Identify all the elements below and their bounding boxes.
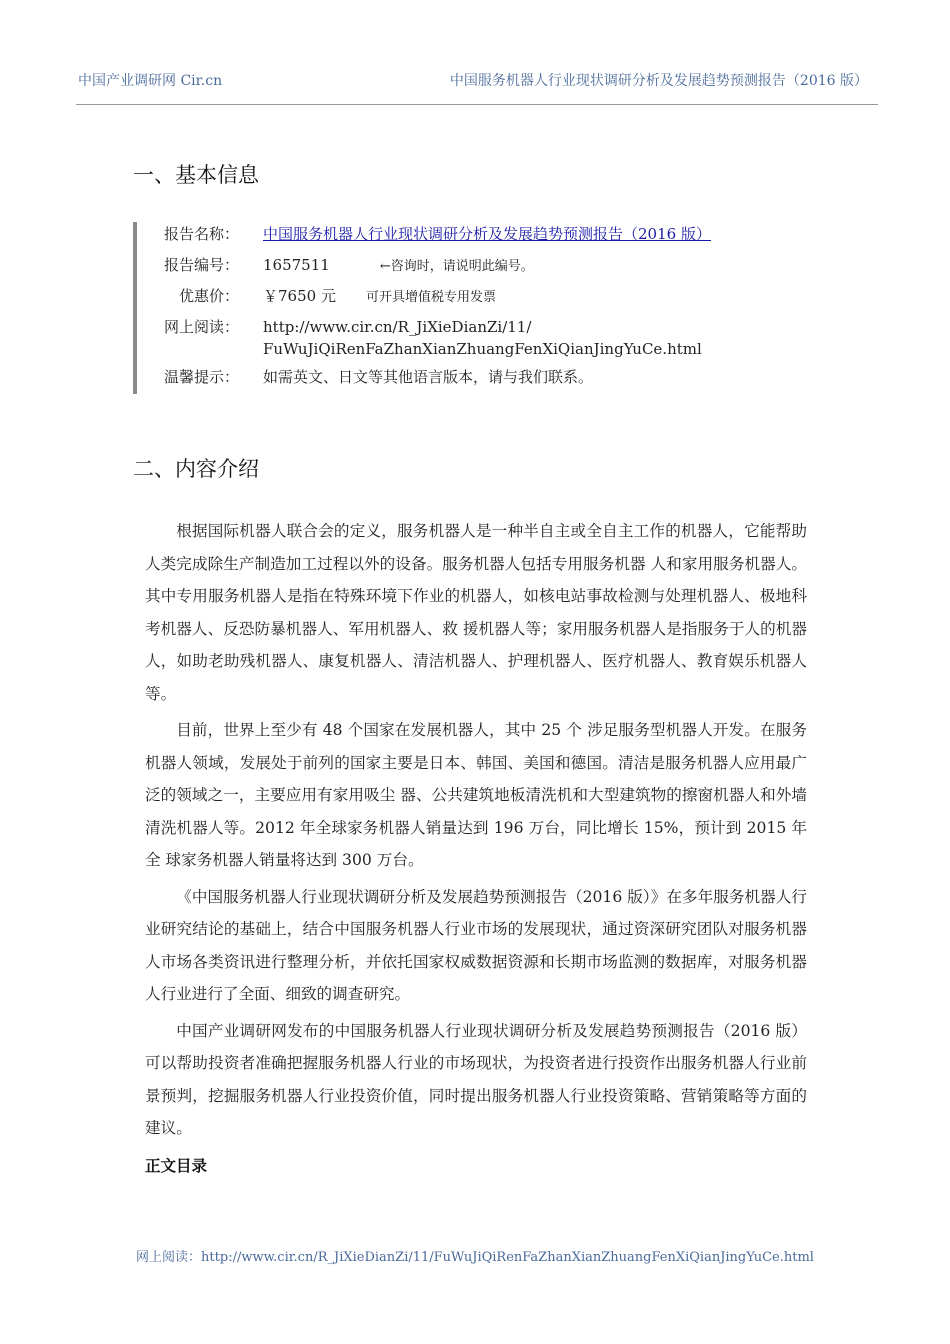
- price-value: ￥7650 元: [263, 287, 336, 305]
- toc-title: 正文目录: [145, 1157, 208, 1175]
- content-body: [145, 515, 807, 1149]
- header-report-title: 中国服务机器人行业现状调研分析及发展趋势预测报告（2016 版）: [449, 73, 868, 89]
- section-content-intro-title: 二、内容介绍: [133, 457, 259, 481]
- paragraph-4: 中国产业调研网发布的中国服务机器人行业现状调研分析及发展趋势预测报告（2016 版）可以帮助投资者准确把握服务机器人行业的市场现状，为投资者进行投资作出服务机器人行业前景预判，挖掘服务机器人行业投资价值，同时提出服务机器人行业投资策略、营销策略等方面的建议。: [145, 1021, 807, 1137]
- report-code-label: 报告编号：: [163, 256, 239, 274]
- report-code-value: 1657511: [263, 256, 330, 274]
- paragraph-3: 《中国服务机器人行业现状调研分析及发展趋势预测报告（2016 版）》在多年服务机器人行业研究结论的基础上，结合中国服务机器人行业市场的发展现状，通过资深研究团队对服务机器人市场各类资讯进行整理分析，并依托国家权威数据资源和长期市场监测的数据库，对服务机器人行业进行了全面、细致的调查研究。: [145, 887, 807, 1003]
- section-basic-info-title: 一、基本信息: [133, 163, 259, 187]
- tip-label: 温馨提示：: [163, 368, 239, 386]
- online-read-url-line2[interactable]: FuWuJiQiRenFaZhanXianZhuangFenXiQianJingYuCe.html: [263, 340, 702, 358]
- report-code-note: ←咨询时，请说明此编号。: [379, 259, 534, 274]
- header-divider: [76, 104, 878, 105]
- paragraph-2: 目前，世界上至少有 48 个国家在发展机器人，其中 25 个 涉足服务型机器人开发。在服务机器人领域，发展处于前列的国家主要是日本、韩国、美国和德国。清洁是服务机器人应用最广泛的领域之一，主要应用有家用吸尘 器、公共建筑地板清洗机和大型建筑物的擦窗机器人和外墙清洗机器人等。2012 年全球家务机器人销量达到 196 万台，同比增长 15%，预计到 2015 年全 球家务机器人销量将达到 300 万台。: [145, 721, 807, 869]
- basic-info-box: [133, 222, 797, 394]
- online-read-label: 网上阅读：: [163, 318, 239, 336]
- tip-value: 如需英文、日文等其他语言版本，请与我们联系。: [263, 368, 594, 386]
- paragraph-1: 根据国际机器人联合会的定义，服务机器人是一种半自主或全自主工作的机器人，它能帮助人类完成除生产制造加工过程以外的设备。服务机器人包括专用服务机器 人和家用服务机器人。其中专用服务机器人是指在特殊环境下作业的机器人，如核电站事故检测与处理机器人、极地科考机器人、反恐防暴机器人、军用机器人、救 援机器人等；家用服务机器人是指服务于人的机器人，如助老助残机器人、康复机器人、清洁机器人、护理机器人、医疗机器人、教育娱乐机器人等。: [145, 522, 807, 703]
- footer-online-url[interactable]: 网上阅读：http://www.cir.cn/R_JiXieDianZi/11/FuWuJiQiRenFaZhanXianZhuangFenXiQianJingYuCe.html: [136, 1250, 814, 1265]
- report-name-label: 报告名称：: [163, 225, 239, 243]
- report-name-link[interactable]: 中国服务机器人行业现状调研分析及发展趋势预测报告（2016 版）: [263, 225, 711, 243]
- online-read-url-line1[interactable]: http://www.cir.cn/R_JiXieDianZi/11/: [263, 318, 532, 336]
- price-label: 优惠价：: [178, 287, 239, 305]
- header-site-name: 中国产业调研网 Cir.cn: [78, 73, 223, 89]
- price-note: 可开具增值税专用发票: [365, 290, 496, 305]
